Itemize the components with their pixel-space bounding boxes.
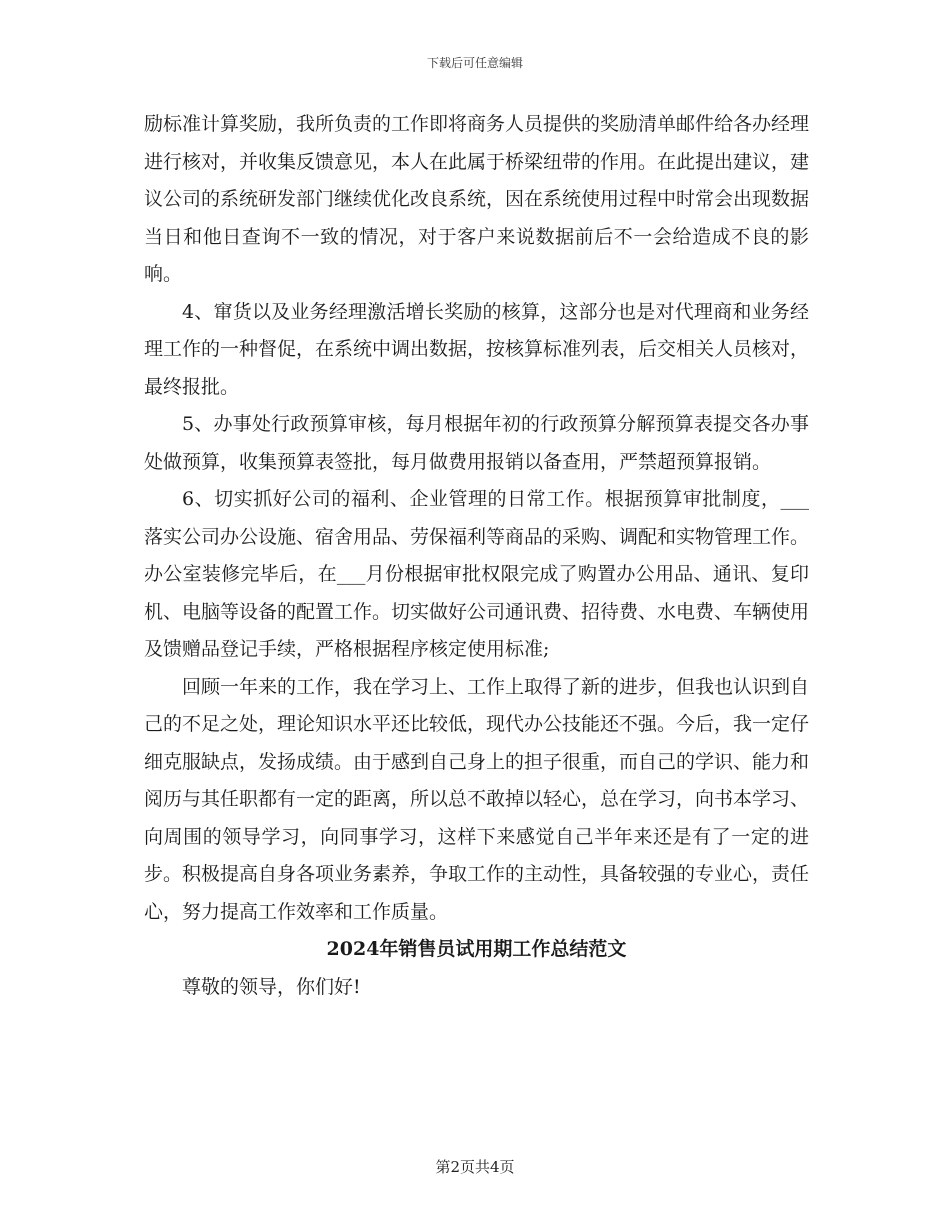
document-title: 2024年销售员试用期工作总结范文 bbox=[326, 938, 627, 960]
page-number: 第2页共4页 bbox=[435, 1158, 515, 1176]
paragraph-review: 回顾一年来的工作，我在学习上、工作上取得了新的进步，但我也认识到自己的不足之处，理论知识水平还比较低，现代办公技能还不强。今后，我一定仔细克服缺点，发扬成绩。由于感到自己身上的担子很重，而自己的学识、能力和阅历与其任职都有一定的距离，所以总不敢掉以轻心，总在学习，向书本学习、向周围的领导学习，向同事学习，这样下来感觉自己半年来还是有了一定的进步。积极提高自身各项业务素养，争取工作的主动性，具备较强的专业心，责任心，努力提高工作效率和工作质量。 bbox=[144, 675, 810, 923]
document-body bbox=[144, 106, 809, 1006]
page-header-note: 下载后可任意编辑 bbox=[426, 56, 523, 70]
paragraph-item-4: 4、窜货以及业务经理激活增长奖励的核算，这部分也是对代理商和业务经理工作的一种督促，在系统中调出数据，按核算标准列表，后交相关人员核对，最终报批。 bbox=[144, 300, 810, 398]
paragraph-continuation: 励标准计算奖励，我所负责的工作即将商务人员提供的奖励清单邮件给各办经理进行核对，并收集反馈意见，本人在此属于桥梁纽带的作用。在此提出建议，建议公司的系统研发部门继续优化改良系统，因在系统使用过程中时常会出现数据当日和他日查询不一致的情况，对于客户来说数据前后不一会给造成不良的影响。 bbox=[144, 113, 810, 285]
greeting: 尊敬的领导，你们好! bbox=[182, 975, 361, 998]
paragraph-item-6: 6、切实抓好公司的福利、企业管理的日常工作。根据预算审批制度，___落实公司办公设施、宿舍用品、劳保福利等商品的采购、调配和实物管理工作。办公室装修完毕后，在___月份根据审批权限完成了购置办公用品、通讯、复印机、电脑等设备的配置工作。切实做好公司通讯费、招待费、水电费、车辆使用及馈赠品登记手续，严格根据程序核定使用标准; bbox=[144, 488, 810, 660]
paragraph-item-5: 5、办事处行政预算审核，每月根据年初的行政预算分解预算表提交各办事处做预算，收集预算表签批，每月做费用报销以备查用，严禁超预算报销。 bbox=[144, 413, 809, 473]
